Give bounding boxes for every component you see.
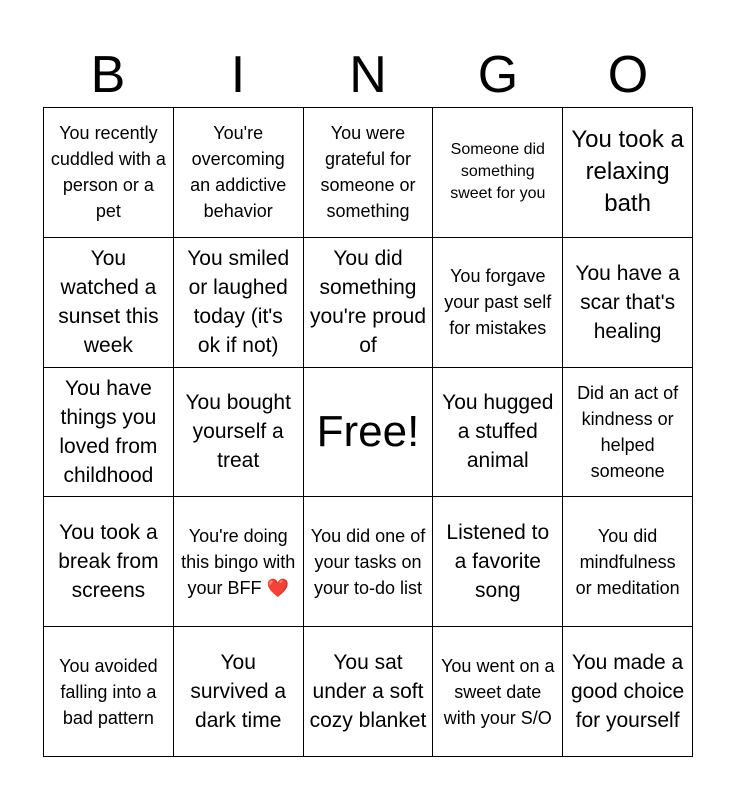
bingo-cell[interactable] [563,627,693,757]
cell-text: You did one of your tasks on your to-do list [310,525,426,598]
cell-text: You were grateful for someone or something [320,123,416,222]
header-letter-n: N [349,46,387,104]
cell-text: You watched a sunset this week [58,247,159,358]
cell-text: You survived a dark time [190,651,287,733]
header-letter-b: B [90,46,126,104]
header-letter-o: O [607,46,649,104]
cell-text: You forgave your past self for mistakes [444,266,552,339]
bingo-cell[interactable] [44,497,174,627]
bingo-cell[interactable] [433,368,563,498]
cell-text: You bought yourself a treat [185,391,291,473]
cell-text: Someone did something sweet for you [450,141,546,203]
bingo-cell[interactable] [563,108,693,238]
cell-text: You have a scar that's healing [575,261,680,343]
cell-text: Listened to a favorite song [446,521,550,603]
bingo-cell[interactable] [174,497,304,627]
cell-text: You smiled or laughed today (it's ok if not) [187,247,290,358]
cell-text: You have things you loved from childhood [59,376,158,487]
cell-text: You made a good choice for yourself [570,651,685,733]
bingo-cell[interactable] [433,627,563,757]
bingo-cell[interactable] [174,368,304,498]
bingo-cell[interactable] [433,238,563,368]
bingo-cell[interactable] [433,497,563,627]
cell-text: You took a relaxing bath [571,126,684,218]
bingo-cell[interactable] [44,238,174,368]
bingo-cell[interactable] [44,108,174,238]
bingo-cell[interactable] [174,627,304,757]
bingo-board [43,107,693,757]
bingo-cell[interactable] [563,238,693,368]
bingo-header [43,44,693,106]
cell-text: You recently cuddled with a person or a pet [50,123,166,222]
bingo-cell[interactable] [433,108,563,238]
bingo-cell[interactable] [563,497,693,627]
header-letter-i: I [230,46,246,104]
cell-text: You're overcoming an addictive behavior [190,123,287,222]
cell-text: You did mindfulness or meditation [575,525,680,598]
bingo-cell[interactable] [44,627,174,757]
bingo-cell[interactable] [304,627,434,757]
cell-text: You're doing this bingo with your BFF ❤️ [181,525,296,598]
bingo-cell[interactable] [304,497,434,627]
cell-text: You avoided falling into a bad pattern [59,655,158,728]
header-letter-g: G [477,46,519,104]
bingo-cell[interactable] [174,238,304,368]
cell-text: You went on a sweet date with your S/O [441,655,555,728]
bingo-cell[interactable] [563,368,693,498]
cell-text: Did an act of kindness or helped someone [577,382,679,481]
free-space-cell[interactable] [304,368,434,498]
bingo-cell[interactable] [174,108,304,238]
free-space-text: Free! [316,406,420,456]
bingo-cell[interactable] [304,238,434,368]
bingo-cell[interactable] [304,108,434,238]
cell-text: You did something you're proud of [309,247,427,358]
cell-text: You took a break from screens [58,521,159,603]
cell-text: You hugged a stuffed animal [442,391,554,473]
cell-text: You sat under a soft cozy blanket [309,651,427,733]
bingo-cell[interactable] [44,368,174,498]
